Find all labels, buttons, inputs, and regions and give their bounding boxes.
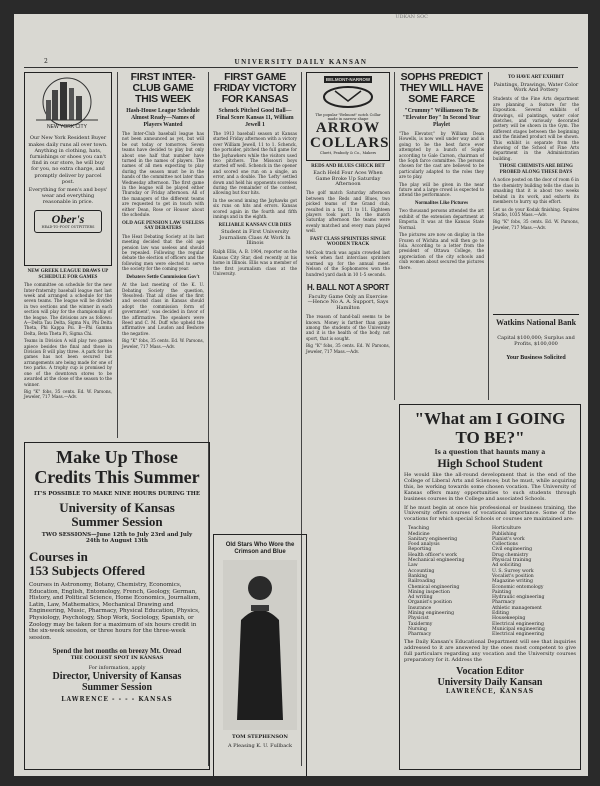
vocation-list-item: Magazine writing — [492, 579, 533, 585]
collar-icon — [313, 83, 383, 111]
vocation-list-item: Teaching — [408, 526, 430, 532]
summer-ad-sub: IT'S POSSIBLE TO MAKE NINE HOURS DURING THE — [33, 491, 201, 497]
article-body: A notice posted on the door of room 6 in the chemistry building tells the class in smashing that it is about two weeks behind in its work, and exhorts its members to hurry up this effort. — [493, 177, 579, 205]
article-headline: FIRST INTER-CLUB GAME THIS WEEK — [130, 71, 196, 105]
article-body: The Inter-Club baseball league has not been announced as yet, but will be out today or tomorrow. Seven teams have decided to play but only about one half that number have turned in the names of players. The names of all men expecting to play during the season must be in the hands of the committee not later than Wednesday afternoon. The first game in the league will be played either Thursday or Friday afternoon. All of the managers of the different teams are requested to get in touch with either Dean, Rose or Houser about the schedule. — [122, 131, 204, 218]
photo-caption: TOM STEPHENSON — [232, 734, 288, 740]
column-2 — [122, 72, 204, 351]
summer-ad-university: University of Kansas — [59, 500, 175, 515]
summer-ad-session: Summer Session — [71, 514, 163, 529]
newspaper-page — [14, 14, 588, 776]
article-headline: NEW GREEK LEAGUE DRAWS UP SCHEDULE FOR GAMES — [27, 269, 109, 280]
athlete-photo — [223, 560, 297, 730]
article-headline: Normalites Like Pictures — [414, 200, 469, 206]
article-body: The pictures are now on display in the Frozen of Wichita and will then go to Iola. According to a letter from the president of Ottawa College, the appreciation of the city schools and club women about secured the pictures there. — [399, 232, 484, 270]
article-subheadline: Faculty Game Only an Exercise—Hence No A. A. Support, Says Hamilton — [307, 293, 389, 311]
summer-ad-head-2: Credits This Summer — [34, 467, 200, 487]
article-body: The play will be given in the near future and a large crowd is expected to attend the performance. — [399, 181, 484, 198]
vocation-ad-body-3: The Daily Kansan's Educational Department will see that inquiries addressed to it are answered by the ones most competent to give full particulars regarding any vocation and the University courses preparatory for it. Address the — [404, 639, 576, 664]
article-subheadline: Hash-House League Schedule Almost Ready—Names of Players Wanted — [126, 108, 200, 128]
article-body: Two thousand persons attended the art exhibit of the extension department at Emporia. It was at the Kansas State Normal. — [399, 208, 484, 230]
vocation-list-item: Housekeeping — [492, 616, 526, 622]
obers-logo: Ober's HEAD-TO-FOOT OUTFITTERS — [34, 210, 102, 233]
summer-ad-head: Make Up Those — [56, 447, 178, 467]
article-headline: H. BALL NOT A SPORT — [306, 282, 389, 292]
vocation-list — [408, 526, 576, 637]
vocation-list-item: Collections — [492, 542, 518, 548]
vocation-list-right — [492, 526, 576, 637]
vocation-list-item: Physicist — [408, 616, 429, 622]
collars-title: COLLARS — [310, 135, 390, 152]
vocation-list-item: Municipal engineering — [492, 626, 545, 632]
summer-ad-director: Director, University of Kansas — [52, 671, 182, 683]
vocation-list-item: Economic entomology — [492, 584, 544, 590]
column-1 — [24, 72, 112, 402]
column-3 — [213, 72, 297, 278]
article-headline: FIRST GAME FRIDAY VICTORY FOR KANSAS — [213, 71, 297, 105]
column-4 — [306, 72, 390, 356]
vocation-list-item: Sanitary engineering — [408, 536, 458, 542]
obers-ad-text-2: Everything for men's and boys' wear and everything reasonable in price. — [28, 187, 108, 206]
vocation-list-item: Mining engineering — [408, 611, 455, 616]
obers-ad — [24, 72, 112, 266]
vocation-list-item: Medicine — [408, 531, 430, 537]
courses-count: 153 Subjects Offered — [29, 563, 146, 578]
article-headline: FAST CLASS SPRINTERS SINGE WOODEN TRACK — [310, 236, 386, 248]
page-number: 2 — [44, 58, 48, 65]
vocation-list-item: Law — [408, 563, 418, 569]
vocation-list-item: Physical training — [492, 558, 532, 564]
article-headline: TO HAVE ART EXHIBIT — [507, 75, 565, 80]
summer-ad-coolest: THE COOLEST SPOT IN KANSAS — [70, 655, 164, 662]
article-body: At the last meeting of the K. U. Debating Society the question, 'Resolved: That all cities of the first and second class in Kansas should adopt the commission form of government', was decided in favor of the affirmative. The speakers were Reed and C. M. Duff who upheld the affirmative and Loudon and Beshore the negative. — [122, 282, 204, 336]
vocation-list-item: Pharmacy — [492, 600, 516, 606]
courses-head: Courses in — [29, 549, 88, 564]
vocation-list-left — [408, 526, 492, 637]
vocation-list-item: U. S. Survey work — [492, 568, 534, 574]
vocation-list-item: Electrical engineering — [492, 632, 544, 638]
vocation-list-item: Accounting — [408, 568, 435, 574]
vocation-list-item: Taxidermy — [408, 621, 433, 627]
article-subheadline: Each Held Four Aces When Game Broke Up Saturday Afternoon — [313, 170, 383, 188]
article-body: The golf match Saturday afternoon between the Reds and Blues, two picked teams of the Grand club, resulted in a tie, 11 to 11. Eighteen players took part. In the match Saturday afternoon the teams were evenly matched and every man played well. — [306, 190, 390, 234]
vocation-list-item: Insurance — [408, 605, 432, 611]
obers-ad-text: Our New York Resident Buyer makes daily runs all over town. Anything in clothing, hats, furnishings or shoes you can't find in our store, he will buy for you, no extra charge, and promptly deliver by parcel post. — [28, 135, 108, 185]
new-york-skyline-icon — [28, 76, 106, 130]
vocation-list-item: Chemical engineering — [408, 584, 460, 590]
feature-title: Old Stars Who Wore the Crimson and Blue — [225, 542, 295, 555]
vocation-list-item: Athletic management — [492, 605, 542, 611]
arrow-collars-ad: BELMONT-NARROW The popular "Belmont" notch Collar made in narrow shape ARROW COLLARS Cluett, Peabody & Co., Makers — [306, 72, 390, 161]
article-body: The Heat Debating Society at its last meeting decided that the old age pension law was useless and should be repealed. Following the regular debate the election of officers and the following men were elected to serve the society for the coming year. — [122, 233, 204, 272]
vocation-list-item: Reporting — [408, 547, 432, 553]
summer-ad-director-2: Summer Session — [81, 682, 153, 694]
photo-caption-sub: A Pleasing K. U. Fullback — [227, 743, 293, 749]
watkins-bank-ad — [493, 314, 579, 394]
vocation-list-item: Nursing — [408, 626, 427, 632]
vocation-list-item: Organist's position — [408, 600, 452, 606]
article-body: In the second inning the Jayhawks got six runs on hits and errors. Kansas scored again in the fourth and fifth innings and in the eighth. — [213, 197, 297, 220]
masthead-title: UNIVERSITY DAILY KANSAN — [234, 58, 368, 66]
bank-name: Watkins National Bank — [493, 314, 579, 327]
vocation-list-item: Drug chemistry — [492, 552, 529, 558]
article-subheadline: Student in First University Journalism Class At Work In Illinois — [219, 229, 291, 246]
vocation-ad-body: He would like the all-round development that is the end of the College of Liberal Arts and Sciences; but he must, while acquiring this, be working towards some chosen vocation. The University of Kansas offers many opportunities to such students through business courses in the College and associated Schools. — [404, 472, 576, 502]
article-body: McCook track was again crowded last week when fast interclass sprinters warmed up for the annual meet. Nelson of the Sophomores won the hundred yard dash in 10 1-5 seconds. — [306, 249, 390, 277]
masthead-rule — [24, 67, 578, 68]
ad-note: Big "K" fobs, 35 cents. Ed. W. Parsons, Jeweler, 717 Mass.—Adv. — [493, 219, 579, 230]
column-rule — [394, 72, 395, 400]
summer-session-ad — [24, 442, 210, 770]
vocation-list-item: Horticulture — [492, 526, 522, 532]
article-body: The committee on schedule for the new Inter-fraternity baseball league met last week and arranged a schedule for the seven teams. The league will be divided in two sections and the winner in each section will play for the championship of the league. The divisions are as follows: A—Delta Tau Delta, Sigma Nu, Phi Delta Theta, Phi Kappa Psi. B—Phi Gamma Delta, Beta Theta Pi, Sigma Chi. — [24, 282, 112, 336]
summer-ad-spend: Spend the hot months on breezy Mt. Oread — [52, 647, 182, 656]
column-6 — [493, 72, 579, 232]
summer-ad-city: LAWRENCE - - - - KANSAS — [61, 696, 173, 704]
vocation-editor: Vocation Editor — [456, 666, 524, 678]
vocation-list-item: Pianist's work — [492, 536, 525, 542]
vocation-list-item: Civil engineering — [492, 547, 533, 553]
ad-note: Big "K" fobs, 35 cents. Ed. W. Parsons, Jeweler, 717 Mass.—Adv. — [24, 388, 112, 400]
vocation-list-item: Hydraulic engineering — [492, 595, 545, 601]
bank-capital: Capital $100,000; Surplus and Profits, $100,000 — [497, 335, 575, 347]
article-headline: REDS AND BLUES CHECK BET — [311, 163, 385, 169]
vocation-list-item: Pharmacy — [408, 632, 432, 638]
article-body: The reason of hand-ball seems to be known. Money is farther than game among the students of the University and it is the health of the body, not sport, that is sought. — [306, 314, 390, 341]
vocation-ad — [399, 404, 581, 770]
vocation-city: LAWRENCE, KANSAS — [445, 688, 535, 696]
vocation-ad-body-2: If he must begin at once his professional or business training, the University offers courses of vocational importance. Some of the vocations for which special Schools or courses are maintained are: — [404, 504, 576, 523]
bank-tagline: Your Business Solicited — [506, 355, 566, 361]
arrow-title: ARROW — [315, 120, 381, 137]
vocation-list-item: Food analysis — [408, 542, 440, 548]
svg-text:NEW YORK CITY: NEW YORK CITY — [47, 124, 87, 130]
article-body: Teams in Division A will play two games apiece besides the final and those in Division B will play three. A park for the games has not been secured but arrangements are being made for one of two parks. A trophy cup is promised by one of the downtown stores to be awarded at the close of the season to the winner. — [24, 338, 112, 387]
column-5 — [399, 72, 484, 272]
article-body: The 1913 baseball season at Kansas started Friday afternoon with a victory over William Jewell, 11 to 1. Schenck, the portsider, pitched the full game for the Jayhawkers while the visitors used two pitchers. The Missouri boys started off well. Schenck in the opener and scored one run on a single, an error, and a double. The 'Lefty' settled down and held his opponents scoreless during the remainder of the contest, allowing but four hits. — [213, 131, 297, 196]
ad-note: Big "K" fobs, 35 cents. Ed. W. Parsons, Jeweler, 717 Mass.—Adv. — [122, 338, 204, 349]
vocation-list-item: Health officer's work — [408, 552, 457, 558]
top-folio: UDKAN SOC — [395, 14, 428, 20]
vocation-list-item: Editing — [492, 611, 509, 616]
vocation-ad-school: High School Student — [437, 456, 543, 470]
ad-note: Big "K" fobs, 35 cents. Ed. W. Parsons, Jeweler, 717 Mass.—Adv. — [306, 343, 390, 354]
article-subheadline: Paintings, Drawings, Water Color Work And Pottery — [493, 81, 579, 93]
vocation-ad-sub: Is a question that haunts many a — [434, 449, 546, 456]
courses-body: Courses in Astronomy, Botany, Chemistry, Economics, Education, English, Entomology, French, Geology, German, History, and Political Science, Home Economics, Journalism, Latin, Law, Mathematics, Mechanical Drawing and Engineering, Music, Pharmacy, Physical Education, Physics, Physiology, Psychology, Shop Work, Sociology, Spanish, or Zoology may be taken for a maximum of six hours credit in the six-week session, or three hours for the three-week session. — [29, 582, 201, 641]
vocation-list-item: Railroading — [408, 579, 436, 585]
article-headline: OLD AGE PENSION LAW USELESS SAY DEBATERS — [122, 220, 204, 232]
article-headline: Debaters Settle Commission Gov't — [126, 274, 200, 280]
column-rule — [117, 72, 118, 438]
vocation-list-item: Vocalist's position — [492, 573, 534, 579]
vocation-list-item: Ad soliciting — [492, 563, 522, 569]
article-headline: RELIABLE KANSAN CUB DIES — [218, 222, 292, 228]
article-body: Students of the Fine Arts department are planning a feature for the Exposition. Several exhibits of drawings, oil paintings, water color sketches, and variously decorated pottery will be shown in the Gym. The different stages between the beginning and the finished product will be shown. This exhibit is separate from the showing of the School of Fine Arts department in the Administration building. — [493, 96, 579, 161]
vocation-list-item: Mining inspection — [408, 589, 451, 595]
article-body: "The Elevator," by William Dean Howells, is now well under way and is going to be the best farce ever attempted by a bunch of Sophs according to Gale Carson, chairman of the Soph farce committee. The persons chosen for the cast are believed to be particularly adapted to the roles they are to play. — [399, 131, 484, 180]
vocation-paper: University Daily Kansan — [437, 677, 543, 689]
article-headline: SOPHS PREDICT THEY WILL HAVE SOME FARCE — [399, 71, 484, 105]
summer-ad-dates: TWO SESSIONS—June 12th to July 23rd and July 24th to August 13th — [41, 532, 193, 544]
article-headline: THOSE CHEMISTS ARE BEING PROBED ALONG THESE DAYS — [499, 164, 573, 175]
vocation-list-item: Mechanical engineering — [408, 558, 465, 564]
vocation-list-item: Painting — [492, 589, 512, 595]
article-body: Ralph Ellis, A. B. 1904, reporter on the Kansas City Star, died recently at his home in Illinois. Ellis was a member of the first journalism class at the University. — [213, 249, 297, 276]
article-subheadline: "Crummy" Williamson To Be "Elevator Boy" In Second Year Playlet — [402, 108, 481, 128]
article-body: Let us do your Kodak finishing. Squires Studio, 1035 Mass.—Adv. — [493, 206, 579, 217]
vocation-list-item: Electrical engineering — [492, 621, 544, 627]
old-stars-feature — [213, 534, 307, 776]
column-rule — [488, 72, 489, 400]
summer-ad-info: For information, apply — [88, 665, 146, 672]
vocation-ad-head: "What am I GOING TO BE?" — [414, 409, 566, 447]
vocation-list-item: Publishing — [492, 531, 517, 537]
vocation-list-item: Ad writing — [408, 595, 433, 601]
article-subheadline: Schenck Pitched Good Ball—Final Score Kansas 11, William Jewell 1 — [216, 108, 294, 128]
vocation-list-item: Banking — [408, 573, 428, 579]
